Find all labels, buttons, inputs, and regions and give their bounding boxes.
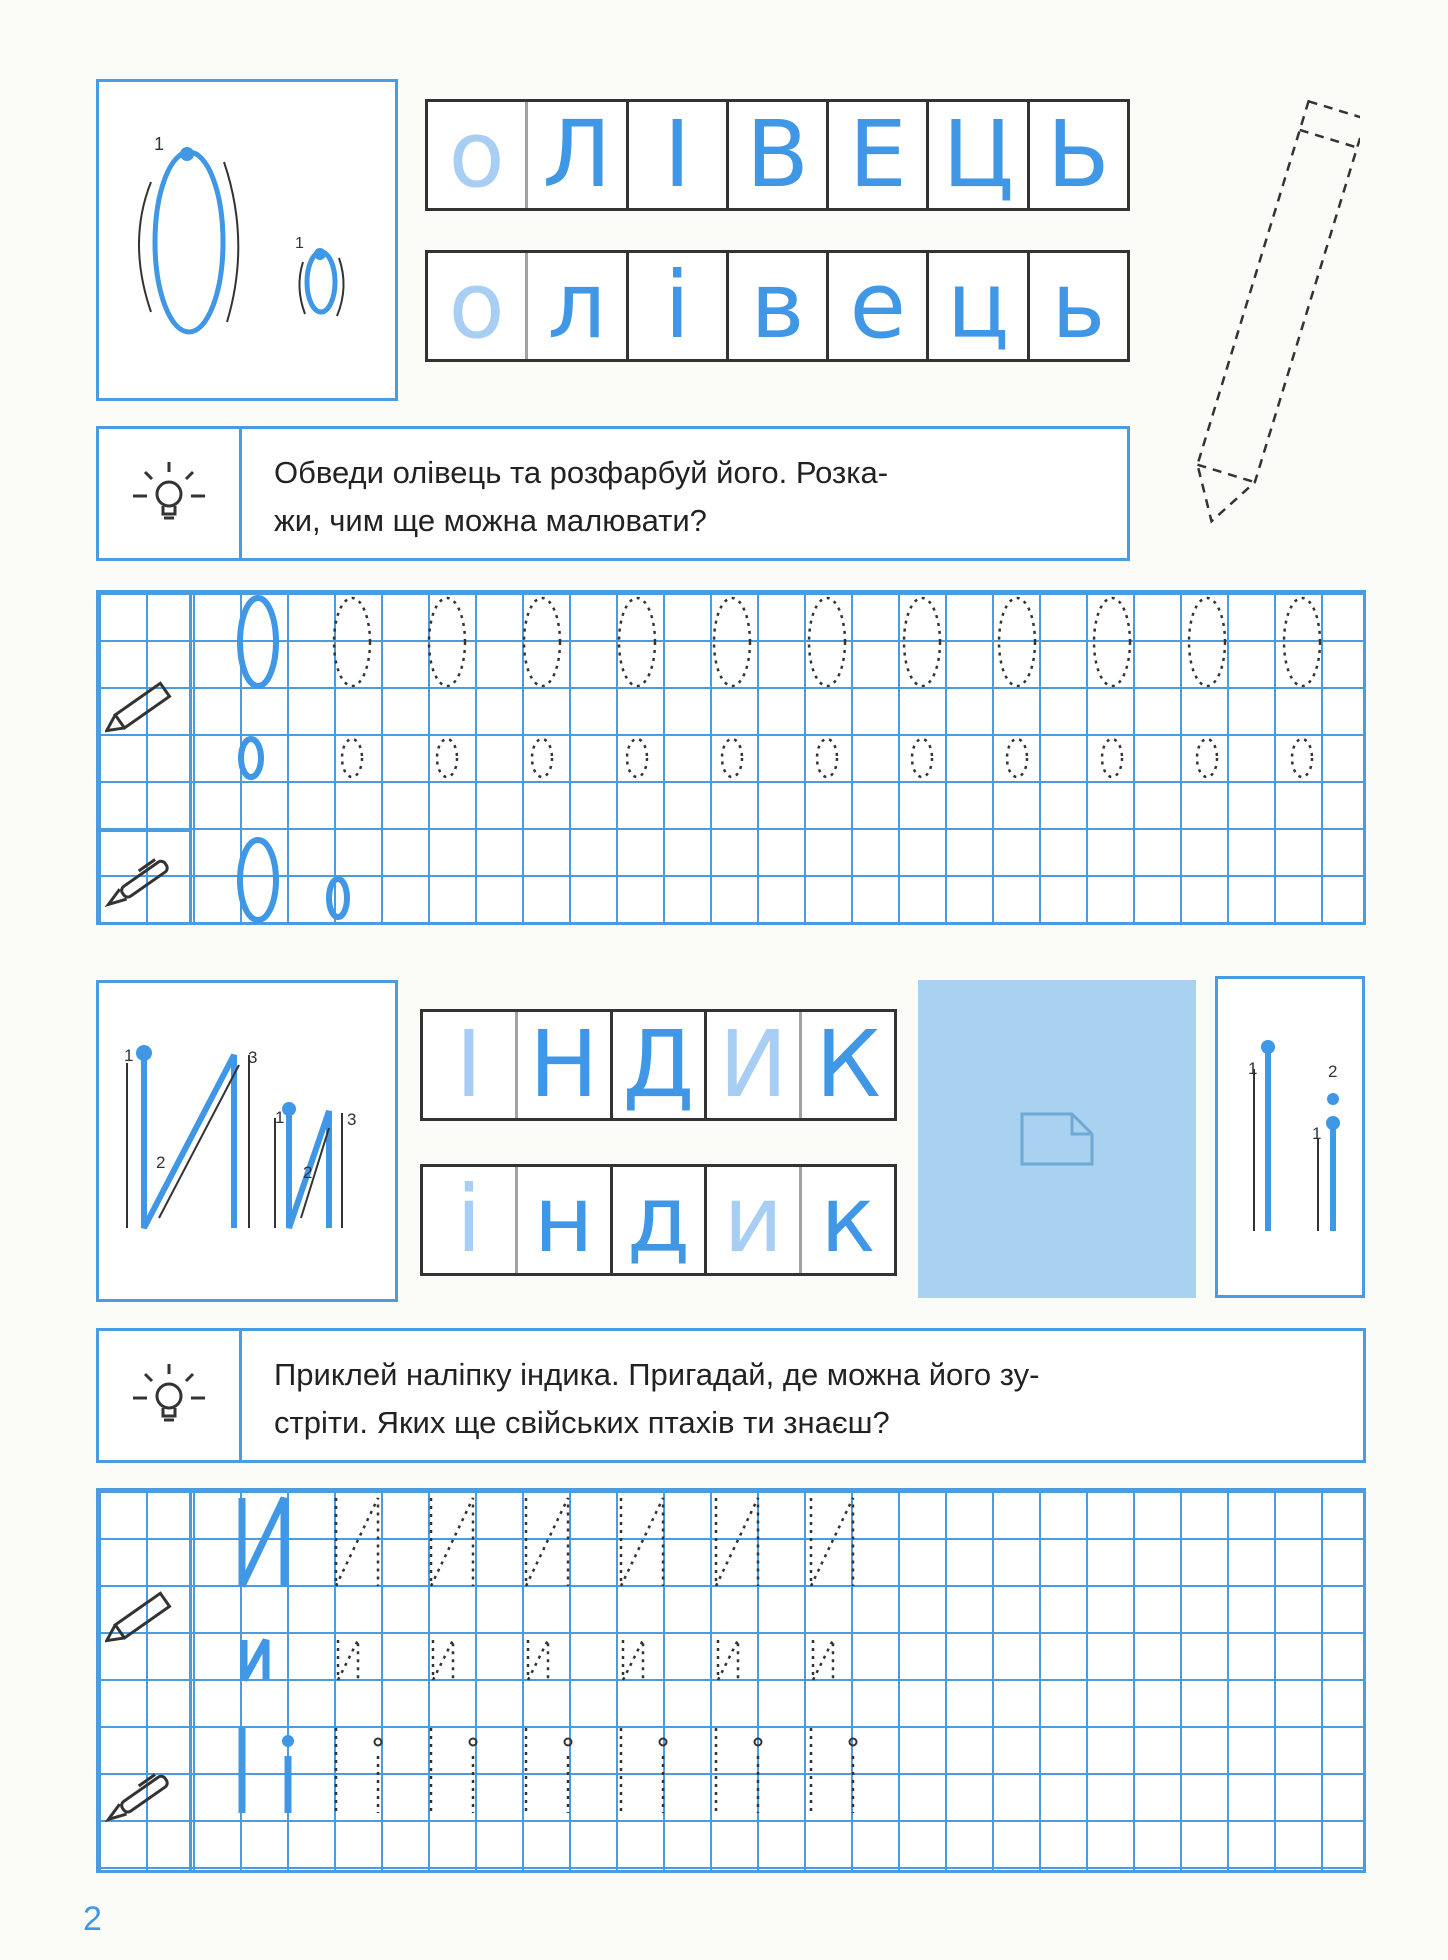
hint-text-line: стріти. Яких ще свійських птахів ти знаєш? <box>274 1405 890 1440</box>
svg-text:2: 2 <box>1328 1062 1338 1081</box>
word-box-olivets-upper <box>425 99 1130 211</box>
word-letter: н <box>518 1167 613 1273</box>
lightbulb-icon <box>99 429 242 558</box>
word-letter: ц <box>929 253 1029 359</box>
word-letter: К <box>815 1011 881 1118</box>
letter-o-stroke-box <box>96 79 398 401</box>
svg-text:2: 2 <box>156 1153 166 1172</box>
word-letter: Ц <box>929 102 1029 208</box>
word-letter: Е <box>829 102 929 208</box>
hint-text-line: Приклей наліпку індика. Пригадай, де можна його зу- <box>274 1357 1040 1392</box>
stroke-number-1: 1 <box>154 134 165 154</box>
sticker-icon <box>1012 1104 1102 1174</box>
pencil-outline-icon <box>1180 90 1360 570</box>
svg-text:3: 3 <box>347 1110 357 1129</box>
svg-text:1: 1 <box>124 1046 134 1065</box>
word-letter: к <box>820 1166 876 1273</box>
word-letter: и <box>707 1167 802 1273</box>
word-letter: Л <box>528 102 628 208</box>
word-letter: І <box>423 1012 518 1118</box>
trace-row-i <box>96 1488 1366 1873</box>
svg-text:2: 2 <box>303 1163 313 1182</box>
letter-i-stroke-diagram <box>99 983 395 1299</box>
svg-text:1: 1 <box>295 235 304 252</box>
svg-text:1: 1 <box>275 1108 285 1127</box>
word-letter: ь <box>1051 252 1106 359</box>
word-letter: Ь <box>1046 101 1110 208</box>
word-letter: л <box>528 253 628 359</box>
word-letter: і <box>423 1167 518 1273</box>
svg-text:1: 1 <box>1248 1059 1258 1078</box>
letter-i-dot-stroke-box <box>1215 976 1365 1298</box>
word-letter: о <box>428 253 528 359</box>
word-letter: д <box>613 1167 708 1273</box>
word-letter: о <box>428 102 528 208</box>
hint-box-indyk <box>96 1328 1366 1463</box>
sticker-placeholder[interactable] <box>918 980 1196 1298</box>
letter-o-stroke-diagram <box>99 82 395 398</box>
word-box-indyk-upper <box>420 1009 897 1121</box>
letter-i-stroke-box <box>96 980 398 1302</box>
hint-text-line: жи, чим ще можна малювати? <box>274 503 707 538</box>
trace-row-o <box>96 590 1366 925</box>
svg-text:1: 1 <box>1312 1124 1322 1143</box>
svg-text:3: 3 <box>248 1048 258 1067</box>
word-letter: в <box>729 253 829 359</box>
word-box-indyk-lower <box>420 1164 897 1276</box>
hint-box-olivets <box>96 426 1130 561</box>
word-letter: Д <box>613 1012 708 1118</box>
word-letter: І <box>629 102 729 208</box>
lightbulb-icon <box>99 1331 242 1460</box>
word-letter: И <box>707 1012 802 1118</box>
word-letter: і <box>629 253 729 359</box>
word-letter: Н <box>518 1012 613 1118</box>
page-number: 2 <box>83 1900 102 1938</box>
word-box-olivets-lower <box>425 250 1130 362</box>
word-letter: е <box>829 253 929 359</box>
hint-text-line: Обведи олівець та розфарбуй його. Розка- <box>274 455 889 490</box>
word-letter: В <box>729 102 829 208</box>
